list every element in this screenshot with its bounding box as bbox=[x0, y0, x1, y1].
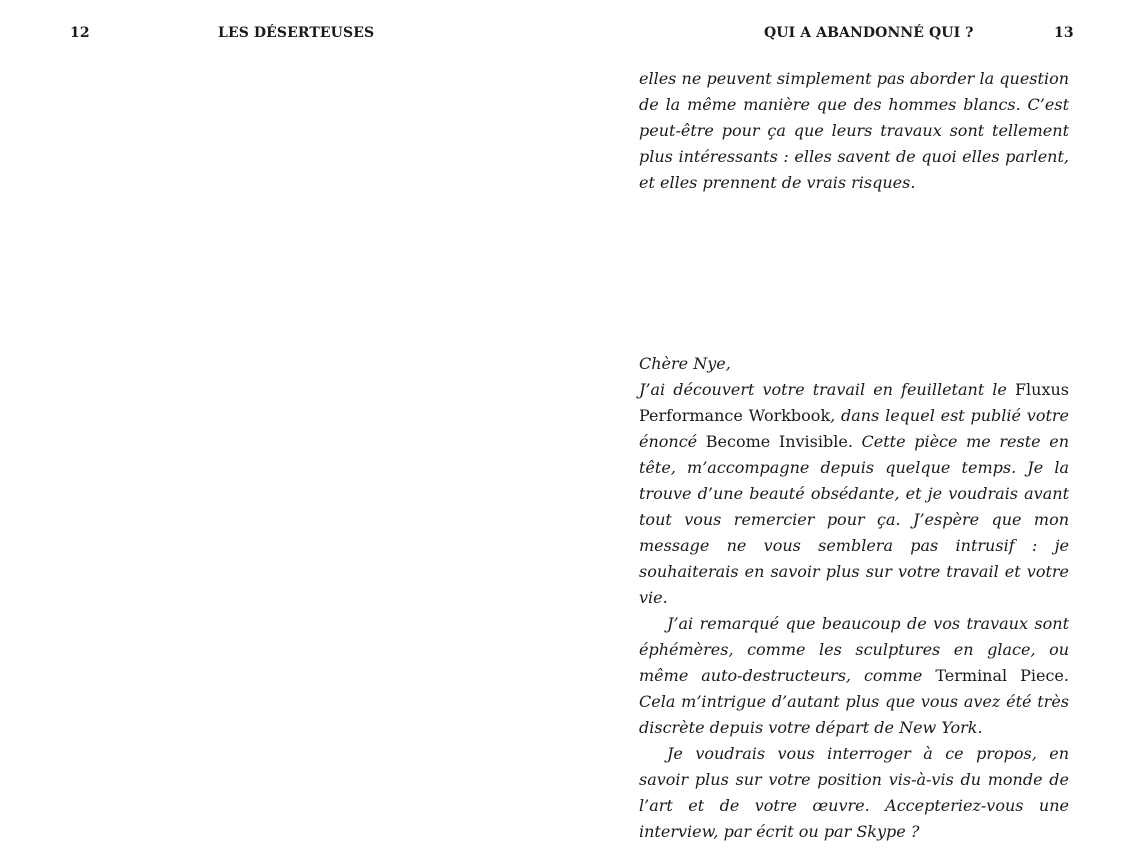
page-number-right: 13 bbox=[1054, 25, 1074, 41]
page-number-left: 12 bbox=[70, 25, 90, 41]
letter-p1-text-3: . Cette pièce me reste en tête, m’accompagne depuis quelque temps. Je la trouve d’une beauté obsédante, et je voudrais avant tout vous remercier pour ça. J’espère que mon message ne vous semblera pas intrusif : je souhaiterais en savoir plus sur votre travail et votre vie. bbox=[639, 432, 1069, 607]
letter-p1-work-title-2: Become Invisible bbox=[705, 432, 848, 451]
letter-block bbox=[639, 351, 1069, 845]
letter-p2-text-1: J’ai remarqué que beaucoup de vos travaux sont éphémères, comme les sculptures en glace, ou même auto-destructeurs, comme bbox=[639, 614, 1069, 685]
running-head-left: LES DÉSERTEUSES bbox=[218, 25, 375, 41]
letter-paragraph-1 bbox=[639, 377, 1069, 611]
right-page bbox=[569, 0, 1138, 857]
letter-p1-work-title-1: Fluxus Performance Workbook bbox=[639, 380, 1069, 425]
letter-paragraph-3: Je voudrais vous interroger à ce propos, en savoir plus sur votre position vis-à-vis du monde de l’art et de votre œuvre. Accepteriez-vous une interview, par écrit ou par Skype ? bbox=[639, 744, 1069, 841]
letter-p1-text-2: , dans lequel est publié votre énoncé bbox=[639, 406, 1069, 451]
running-head-right: QUI A ABANDONNÉ QUI ? bbox=[764, 25, 974, 41]
letter-p2-text-2: . Cela m’intrigue d’autant plus que vous avez été très discrète depuis votre départ de New York. bbox=[639, 666, 1069, 737]
letter-salutation: Chère Nye, bbox=[639, 354, 731, 373]
continued-paragraph-block bbox=[639, 66, 1069, 196]
letter-p2-work-title-1: Terminal Piece bbox=[935, 666, 1064, 685]
letter-paragraph-2 bbox=[639, 611, 1069, 741]
letter-p1-text-1: J’ai découvert votre travail en feuilletant le bbox=[639, 380, 1015, 399]
continued-paragraph: elles ne peuvent simplement pas aborder la question de la même manière que des hommes blancs. C’est peut-être pour ça que leurs travaux sont tellement plus intéressants : elles savent de quoi elles parlent, et elles prennent de vrais risques. bbox=[639, 69, 1069, 192]
